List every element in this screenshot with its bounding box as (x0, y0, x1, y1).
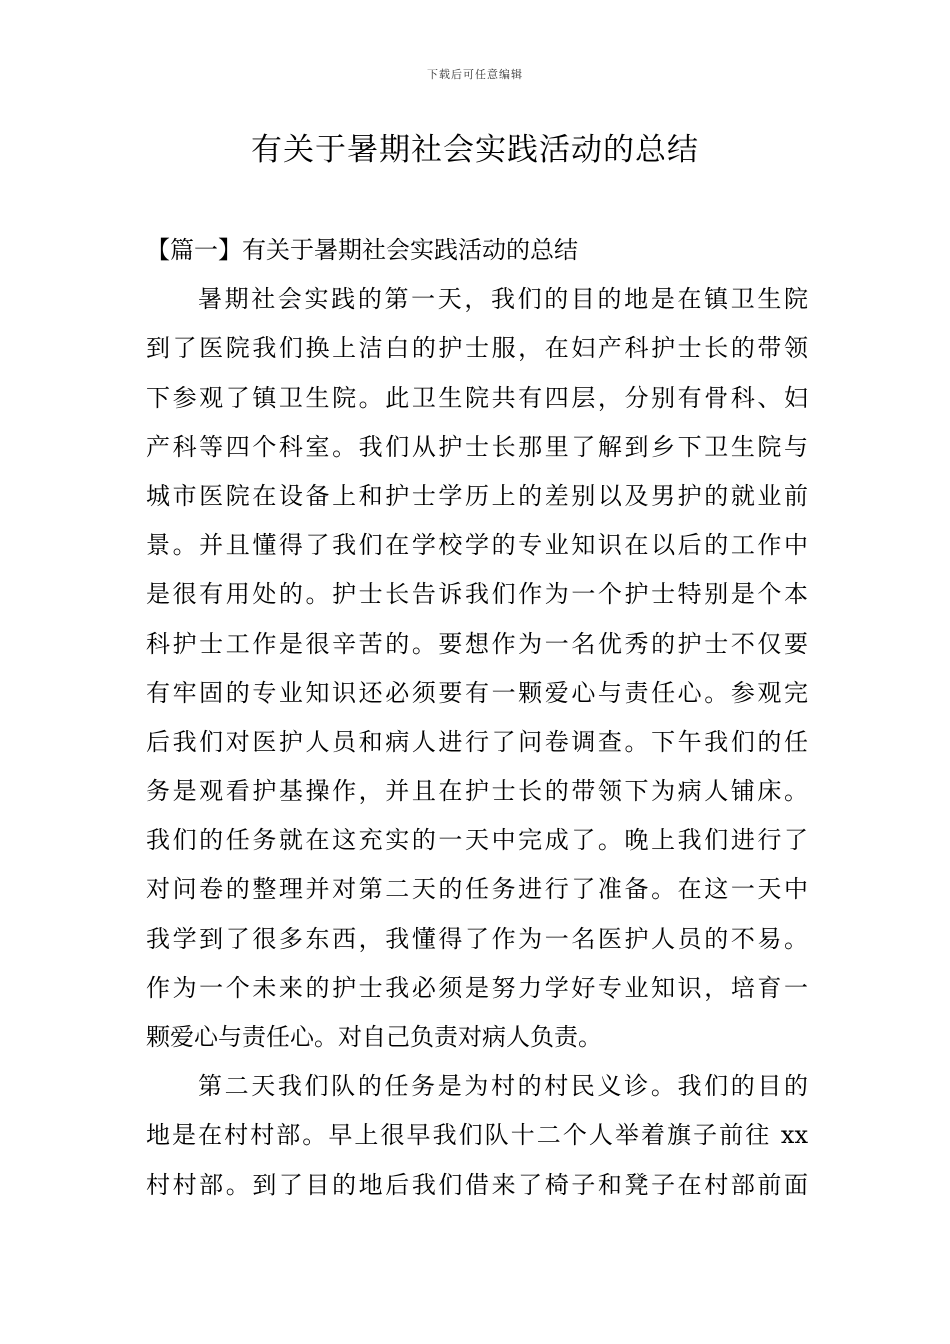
paragraph-line: 城市医院在设备上和护士学历上的差别以及男护的就业前 (146, 481, 808, 510)
paragraph-2 (146, 1062, 808, 1210)
paragraph-line: 我学到了很多东西，我懂得了作为一名医护人员的不易。 (146, 924, 808, 953)
paragraph-line: 村村部。到了目的地后我们借来了椅子和凳子在村部前面 (146, 1170, 808, 1199)
header-note: 下载后可任意编辑 (427, 68, 523, 81)
paragraph-line: 颗爱心与责任心。对自己负责对病人负责。 (146, 1023, 602, 1051)
paragraph-line: 到了医院我们换上洁白的护士服，在妇产科护士长的带领 (146, 334, 808, 363)
paragraph-line: 对问卷的整理并对第二天的任务进行了准备。在这一天中 (146, 875, 808, 904)
paragraph-line: 下参观了镇卫生院。此卫生院共有四层，分别有骨科、妇 (146, 383, 808, 412)
paragraph-line: 暑期社会实践的第一天，我们的目的地是在镇卫生院 (198, 285, 808, 314)
paragraph-line: 务是观看护基操作，并且在护士长的带领下为病人铺床。 (146, 777, 808, 806)
paragraph-line: 有牢固的专业知识还必须要有一颗爱心与责任心。参观完 (146, 678, 808, 707)
paragraph-line: 地是在村村部。早上很早我们队十二个人举着旗子前往 xx (146, 1121, 808, 1150)
paragraph-line: 第二天我们队的任务是为村的村民义诊。我们的目的 (198, 1072, 808, 1101)
document-title: 有关于暑期社会实践活动的总结 (251, 132, 699, 168)
paragraph-line: 作为一个未来的护士我必须是努力学好专业知识，培育一 (146, 973, 808, 1002)
paragraph-line: 景。并且懂得了我们在学校学的专业知识在以后的工作中 (146, 531, 808, 560)
paragraph-line: 我们的任务就在这充实的一天中完成了。晚上我们进行了 (146, 826, 808, 855)
paragraph-line: 产科等四个科室。我们从护士长那里了解到乡下卫生院与 (146, 432, 808, 461)
section-heading: 【篇一】有关于暑期社会实践活动的总结 (146, 236, 578, 264)
document-body (146, 226, 808, 1210)
paragraph-line: 后我们对医护人员和病人进行了问卷调查。下午我们的任 (146, 727, 808, 756)
paragraph-1 (146, 275, 808, 1062)
paragraph-line: 科护士工作是很辛苦的。要想作为一名优秀的护士不仅要 (146, 629, 808, 658)
paragraph-line: 是很有用处的。护士长告诉我们作为一个护士特别是个本 (146, 580, 808, 609)
